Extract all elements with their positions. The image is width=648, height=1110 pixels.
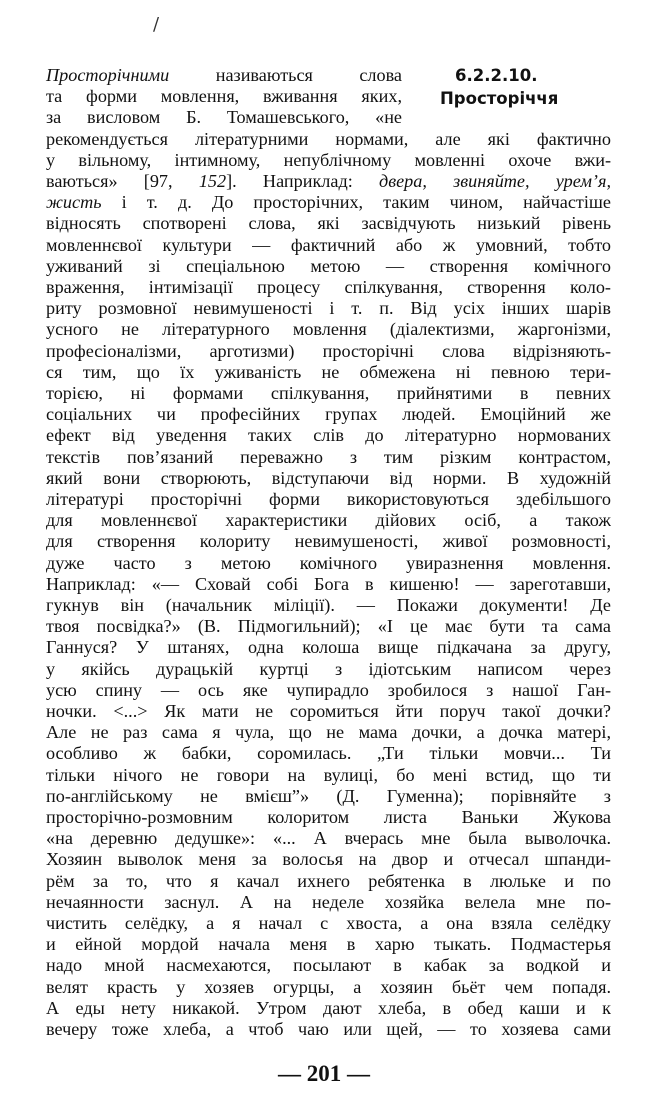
text-line — [46, 509, 611, 531]
text-line — [46, 318, 611, 340]
text-run: враження, інтимізації процесу спілкування, створення коло- — [46, 277, 611, 297]
text-line — [46, 954, 611, 976]
text-run: по-англійському не вмієш”» (Д. Гуменна); порівняйте з — [46, 785, 611, 806]
text-line — [46, 636, 611, 658]
text-run: рекомендується літературними нормами, але які фактично — [46, 128, 611, 149]
text-run: уживаний зі спеціальною метою — створення комічного — [46, 255, 611, 276]
text-line — [46, 382, 611, 404]
text-line — [46, 446, 611, 468]
text-line — [46, 679, 611, 701]
text-line — [46, 106, 402, 128]
text-run: особливо ж бабки, соромилась. „Ти тільки мовчи... Ти — [46, 743, 611, 764]
text-line — [46, 212, 611, 234]
italic-text: жисть — [46, 192, 102, 213]
page-number: — 201 — — [278, 1061, 370, 1086]
text-line — [46, 403, 611, 425]
text-line — [46, 764, 611, 786]
text-line — [46, 191, 611, 213]
text-line — [46, 1018, 611, 1040]
text-line — [46, 149, 611, 171]
text-line — [46, 827, 611, 849]
text-line — [46, 785, 611, 807]
text-run: просторічно-розмовним колоритом листа Ваньки Жукова — [46, 807, 611, 827]
text-run: Хозяин выволок меня за волосья на двор и отчесал шпанди- — [46, 849, 611, 870]
italic-text: двера, звиняйте, урем’я, — [379, 171, 611, 191]
text-line — [46, 912, 611, 934]
text-line — [46, 573, 611, 595]
text-line — [46, 361, 611, 383]
text-line — [46, 806, 611, 828]
text-run: відносять спотворені слова, які засвідчують низький рівень — [46, 213, 611, 234]
text-line — [46, 552, 611, 574]
text-line — [46, 870, 611, 892]
text-line — [46, 234, 611, 256]
text-run: велят красть у хозяев огурцы, а хозяин бьёт чем попадя. — [46, 976, 611, 997]
text-run: ся тим, що їх уживаність не обмежена ні певною тери- — [46, 361, 611, 382]
section-number: 6.2.2.10. — [455, 66, 538, 85]
text-run: називаються слова — [169, 65, 402, 85]
text-run: тільки нічого не говори на вулиці, бо мені встид, що ти — [46, 764, 611, 785]
text-line — [46, 530, 611, 552]
text-run: «на деревню дедушке»: «... А вчерась мне была выволочка. — [46, 828, 611, 849]
section-heading — [418, 64, 633, 110]
text-run: чистить селёдку, а я начал с хвоста, а она взяла селёдку — [46, 913, 611, 933]
text-line — [46, 85, 402, 107]
text-line — [46, 997, 611, 1019]
text-run: і т. д. До просторічних, таким чином, найчастіше — [101, 192, 611, 213]
text-run: Але не раз сама я чула, що не мама дочки, а дочка матері, — [46, 722, 611, 743]
text-run: и ейной мордой начала меня в харю тыкать. Подмастерья — [46, 934, 611, 955]
text-run: усю спину — ось яке чупирадло зробилося з нашої Ган- — [46, 679, 611, 700]
text-line — [46, 64, 402, 86]
text-run: літературі просторічні форми використовуються здебільшого — [46, 489, 611, 509]
text-run: ночки. <...> Як мати не соромиться йти поруч такої дочки? — [46, 701, 611, 721]
text-run: вечеру тоже хлеба, а чтоб чаю или щей, — то хозяева сами — [46, 1019, 611, 1039]
text-line — [46, 700, 611, 722]
italic-text: 152 — [198, 171, 227, 191]
text-run: у якійсь дурацькій куртці з ідіотським написом через — [46, 658, 611, 679]
text-run: надо мной насмехаются, посылают в кабак за водкой и — [46, 955, 611, 976]
text-line — [46, 424, 611, 446]
text-run: нечаянности заснул. А на неделе хозяйка велела мне по- — [46, 891, 611, 912]
text-line — [46, 594, 611, 616]
text-run: дуже часто з метою комічного увиразнення мовлення. — [46, 552, 611, 573]
text-run: ]. Наприклад: — [226, 171, 379, 191]
text-line — [46, 128, 611, 150]
text-run: риту розмовної невимушеності і т. п. Від усіх інших шарів — [46, 298, 611, 319]
text-line — [46, 721, 611, 743]
text-run: у вільному, інтимному, непублічному мовленні охоче вжи- — [46, 149, 611, 170]
text-line — [46, 255, 611, 277]
text-run: професіоналізми, арготизми) просторічні слова відрізняють- — [46, 340, 611, 361]
text-line — [46, 276, 611, 298]
text-run: соціальних чи професійних групах людей. Емоційний же — [46, 404, 611, 425]
text-run: Ганнуся? У штанях, одна колоша вище підкачана за другу, — [46, 637, 611, 658]
text-run: твоя посвідка?» (В. Підмогильний); «І це має бути та сама — [46, 616, 611, 637]
text-run: текстів пов’язаний переважно з тим різким контрастом, — [46, 446, 611, 467]
text-line — [46, 891, 611, 913]
text-line — [46, 933, 611, 955]
margin-mark: / — [153, 14, 160, 35]
text-line — [46, 297, 611, 319]
text-run: торією, ні формами спілкування, прийнятими в певних — [46, 383, 611, 403]
text-line — [46, 467, 611, 489]
text-line — [46, 848, 611, 870]
text-run: за висловом Б. Томашевського, «не — [46, 107, 402, 128]
text-line — [46, 976, 611, 998]
text-run: А еды нету никакой. Утром дают хлеба, в обед каши и к — [46, 997, 611, 1018]
text-run: гукнув він (начальник міліції). — Покажи документи! Де — [46, 595, 611, 615]
text-line — [46, 658, 611, 680]
text-run: усного не літературного мовлення (діалектизми, жаргонізми, — [46, 319, 611, 340]
section-title: Просторіччя — [440, 89, 559, 108]
text-run: Наприклад: «— Сховай собі Бога в кишеню! — зареготавши, — [46, 573, 611, 594]
text-run: який вони створюють, відступаючи від норми. В художній — [46, 467, 611, 488]
text-line — [46, 615, 611, 637]
text-run: для створення колориту невимушеності, живої розмовності, — [46, 531, 611, 552]
italic-text: Просторічними — [46, 65, 170, 85]
text-run: для мовленнєвої характеристики дійових осіб, а також — [46, 510, 611, 531]
text-line — [46, 488, 611, 510]
text-run: ефект від уведення таких слів до літературно нормованих — [46, 425, 611, 446]
text-run: ваються» [97, — [46, 171, 199, 191]
text-run: мовленнєвої культури — фактичний або ж умовний, тобто — [46, 234, 611, 255]
text-line — [46, 170, 611, 192]
text-run: рём за то, что я качал ихнего ребятенка в люльке и по — [46, 870, 611, 891]
text-line — [46, 340, 611, 362]
text-line — [46, 742, 611, 764]
text-run: та форми мовлення, вживання яких, — [46, 86, 402, 107]
